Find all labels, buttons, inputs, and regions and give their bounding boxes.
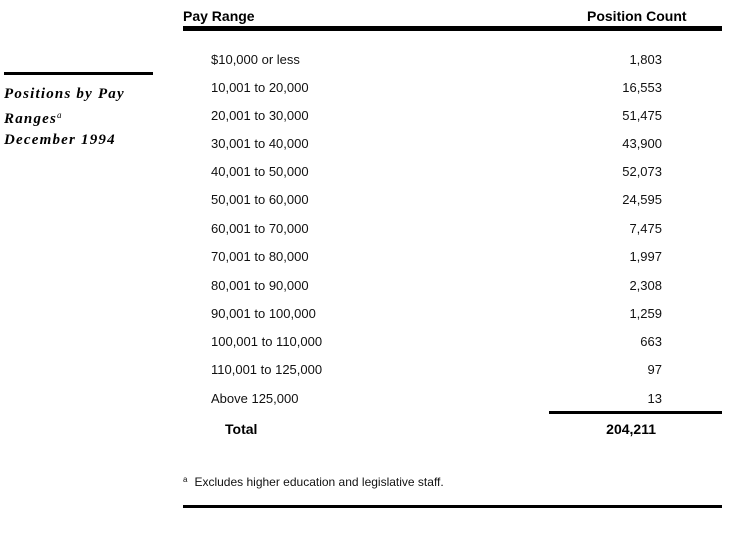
pay-range-cell: Above 125,000 xyxy=(211,391,299,406)
pay-range-cell: 30,001 to 40,000 xyxy=(211,136,309,151)
position-count-cell: 1,803 xyxy=(629,52,662,67)
position-count-cell: 52,073 xyxy=(622,164,662,179)
position-count-cell: 7,475 xyxy=(629,221,662,236)
table-row xyxy=(211,391,662,409)
pay-range-cell: 20,001 to 30,000 xyxy=(211,108,309,123)
position-count-cell: 24,595 xyxy=(622,192,662,207)
table-row xyxy=(211,52,662,70)
footnote xyxy=(183,475,444,489)
table-row xyxy=(211,362,662,380)
header-rule xyxy=(183,26,722,31)
title-line-2-text: Ranges xyxy=(4,111,58,127)
pay-range-cell: $10,000 or less xyxy=(211,52,300,67)
title-line-3: December 1994 xyxy=(4,132,116,148)
total-label: Total xyxy=(225,421,258,437)
title-rule xyxy=(4,72,153,75)
pay-range-cell: 70,001 to 80,000 xyxy=(211,249,309,264)
position-count-cell: 2,308 xyxy=(629,278,662,293)
total-rule xyxy=(549,411,722,414)
table-row xyxy=(211,221,662,239)
pay-range-cell: 50,001 to 60,000 xyxy=(211,192,309,207)
pay-range-cell: 80,001 to 90,000 xyxy=(211,278,309,293)
title-line-2 xyxy=(4,105,164,130)
total-value: 204,211 xyxy=(606,421,656,437)
title-line-1: Positions by Pay xyxy=(4,86,125,102)
table-row xyxy=(211,164,662,182)
table-title xyxy=(4,84,164,151)
pay-range-cell: 90,001 to 100,000 xyxy=(211,306,316,321)
position-count-cell: 1,259 xyxy=(629,306,662,321)
footnote-text: Excludes higher education and legislative staff. xyxy=(194,475,444,489)
table-row xyxy=(211,249,662,267)
table-row xyxy=(211,108,662,126)
position-count-cell: 663 xyxy=(640,334,662,349)
title-footnote-marker: a xyxy=(57,110,62,120)
table-row xyxy=(211,334,662,352)
position-count-cell: 16,553 xyxy=(622,80,662,95)
table-row xyxy=(211,80,662,98)
pay-range-cell: 100,001 to 110,000 xyxy=(211,334,323,349)
position-count-cell: 13 xyxy=(647,391,662,406)
pay-range-cell: 60,001 to 70,000 xyxy=(211,221,309,236)
bottom-rule xyxy=(183,505,722,508)
footnote-marker: a xyxy=(183,475,188,484)
table-row xyxy=(211,192,662,210)
position-count-cell: 51,475 xyxy=(622,108,662,123)
position-count-cell: 1,997 xyxy=(629,249,662,264)
pay-range-cell: 110,001 to 125,000 xyxy=(211,362,323,377)
position-count-cell: 43,900 xyxy=(622,136,662,151)
pay-range-cell: 40,001 to 50,000 xyxy=(211,164,309,179)
table-row xyxy=(211,136,662,154)
pay-range-cell: 10,001 to 20,000 xyxy=(211,80,309,95)
table-row xyxy=(211,306,662,324)
header-position-count: Position Count xyxy=(587,8,687,24)
table-row xyxy=(211,278,662,296)
position-count-cell: 97 xyxy=(647,362,662,377)
header-pay-range: Pay Range xyxy=(183,8,255,24)
